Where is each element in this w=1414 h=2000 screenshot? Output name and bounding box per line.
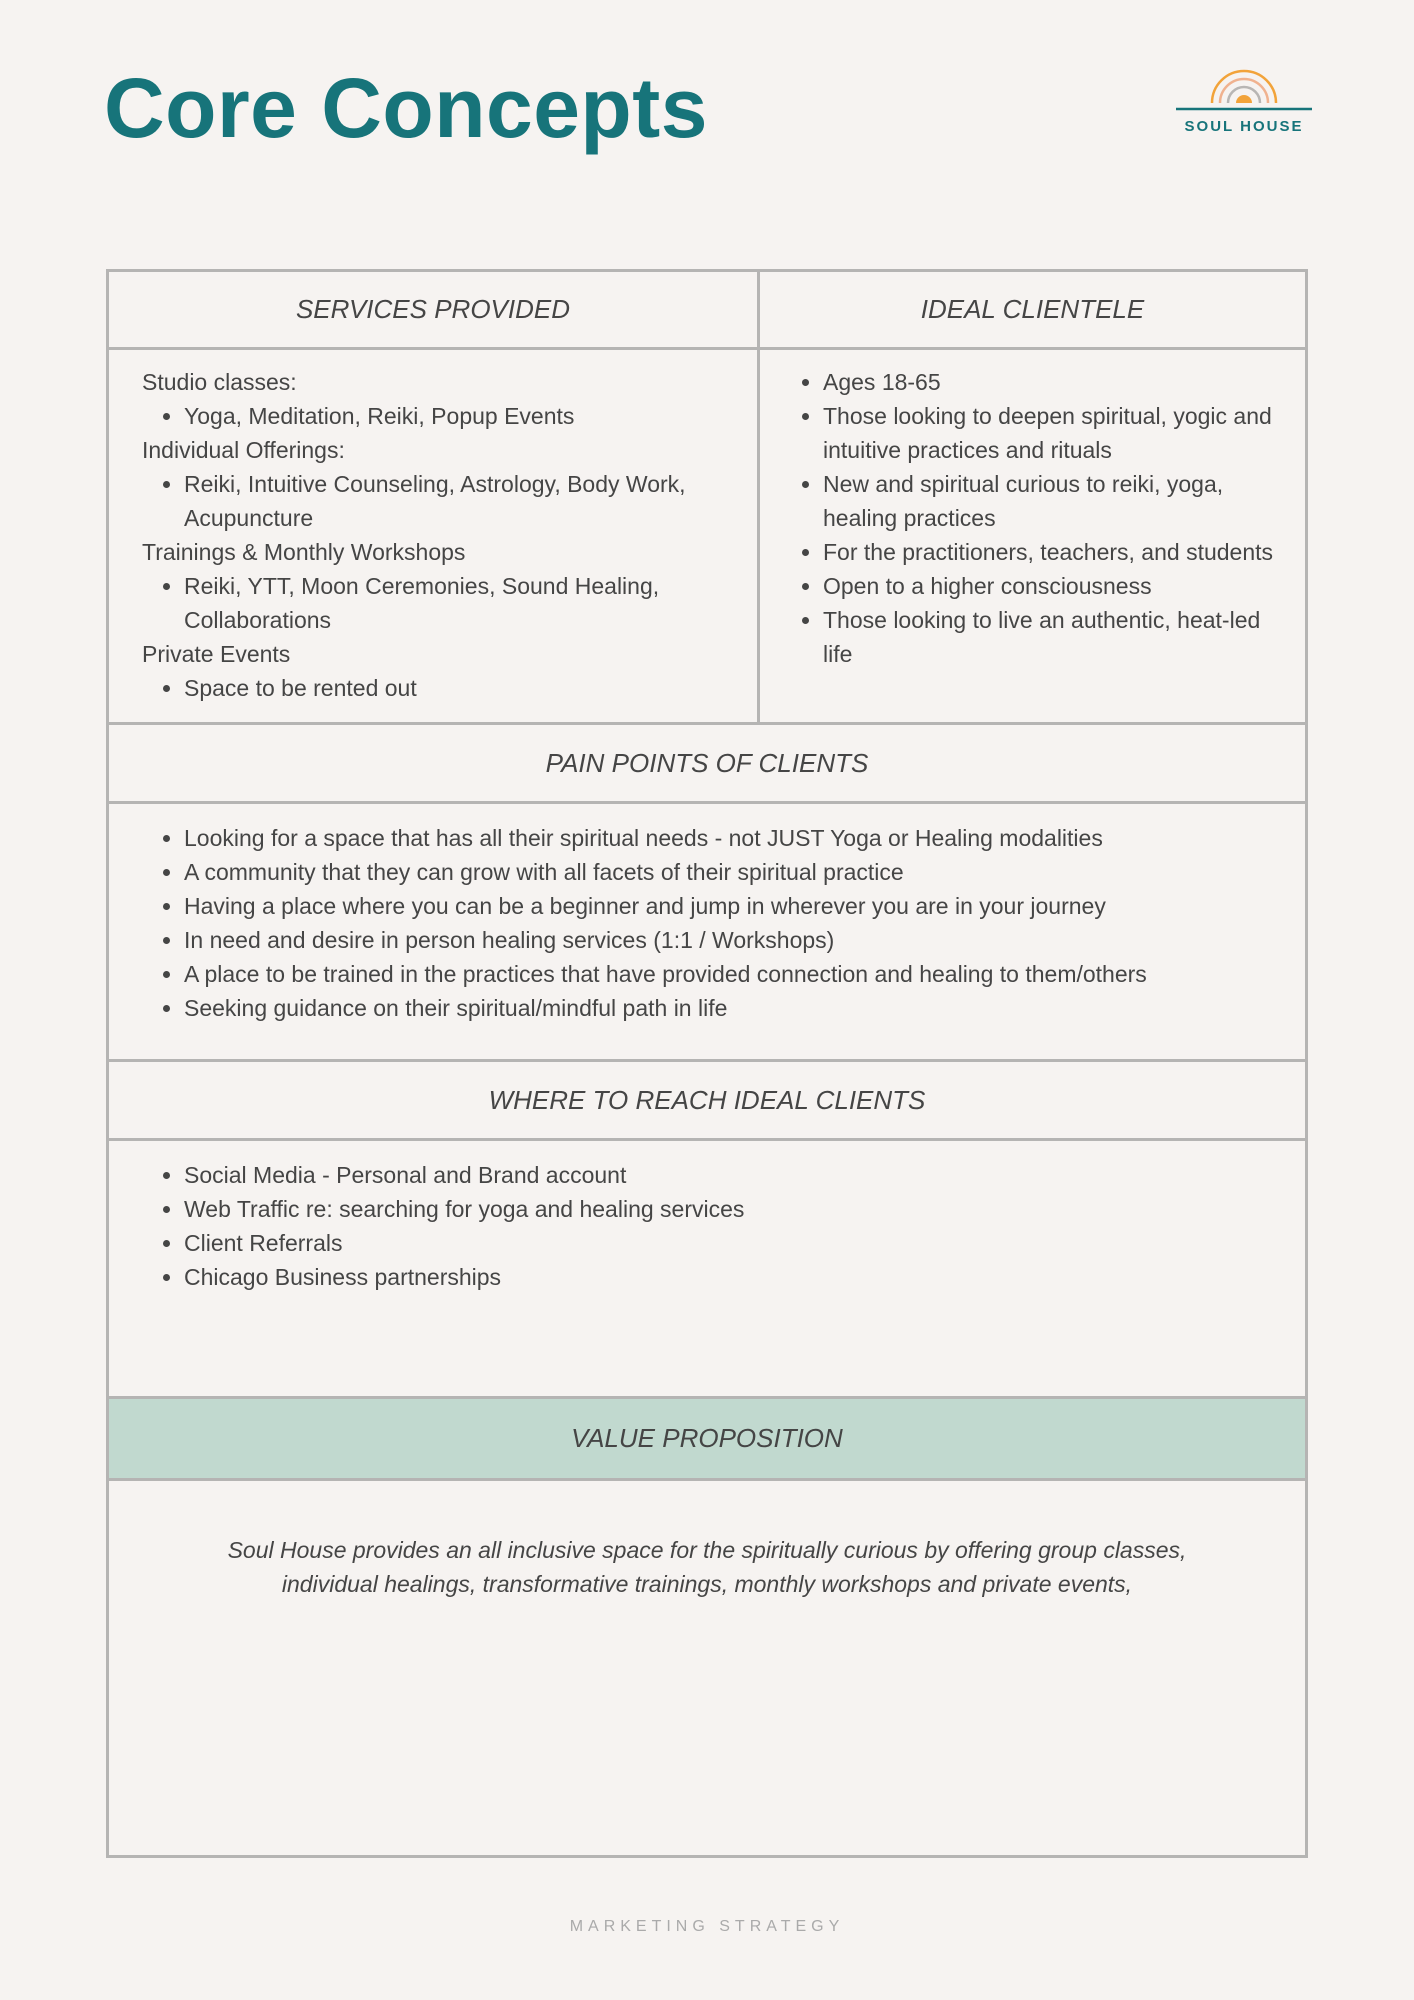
services-list [142, 569, 742, 637]
list-item: • Web Traffic re: searching for yoga and healing services [184, 1192, 1292, 1226]
clientele-list [781, 365, 1291, 671]
rainbow-icon [1176, 66, 1312, 116]
reach-heading: WHERE TO REACH IDEAL CLIENTS [488, 1084, 926, 1115]
list-item: • Those looking to live an authentic, heat-led life [823, 603, 1291, 671]
services-group-label: Trainings & Monthly Workshops [142, 539, 466, 565]
list-item: • A community that they can grow with all facets of their spiritual practice [184, 855, 1292, 889]
divider [109, 347, 1305, 350]
list-item: • Chicago Business partnerships [184, 1260, 1292, 1294]
services-list [142, 671, 742, 705]
services-content [142, 365, 742, 705]
page-title: Core Concepts [104, 61, 708, 155]
divider [109, 1478, 1305, 1481]
services-group-label: Private Events [142, 641, 291, 667]
list-item: • Looking for a space that has all their spiritual needs - not JUST Yoga or Healing modalities [184, 821, 1292, 855]
list-item: • Client Referrals [184, 1226, 1292, 1260]
list-item: • Seeking guidance on their spiritual/mindful path in life [184, 991, 1292, 1025]
divider [109, 801, 1305, 804]
reach-list [142, 1158, 1292, 1294]
list-item: • Those looking to deepen spiritual, yogic and intuitive practices and rituals [823, 399, 1291, 467]
clientele-heading: IDEAL CLIENTELE [920, 294, 1145, 324]
value-proposition-text [109, 1533, 1305, 1601]
pain-points-heading: PAIN POINTS OF CLIENTS [545, 747, 869, 778]
core-concepts-grid [106, 269, 1308, 1858]
pain-points-list [142, 821, 1292, 1025]
list-item: • Social Media - Personal and Brand account [184, 1158, 1292, 1192]
list-item: • Reiki, Intuitive Counseling, Astrology, Body Work, Acupuncture [184, 467, 742, 535]
value-proposition-heading: VALUE PROPOSITION [571, 1423, 843, 1453]
list-item: • Reiki, YTT, Moon Ceremonies, Sound Healing, Collaborations [184, 569, 742, 637]
list-item: • New and spiritual curious to reiki, yoga, healing practices [823, 467, 1291, 535]
services-group-label: Studio classes: [142, 369, 297, 395]
logo-text: SOUL HOUSE [1184, 118, 1304, 135]
clientele-content [781, 365, 1291, 671]
value-proposition-paragraph: Soul House provides an all inclusive space for the spiritually curious by offering group classes, individual healings, transformative trainings, monthly workshops and private events, [227, 1537, 1187, 1597]
list-item: • For the practitioners, teachers, and students [823, 535, 1291, 569]
list-item: • A place to be trained in the practices that have provided connection and healing to them/others [184, 957, 1292, 991]
list-item: • Having a place where you can be a beginner and jump in wherever you are in your journey [184, 889, 1292, 923]
list-item: • In need and desire in person healing services (1:1 / Workshops) [184, 923, 1292, 957]
list-item: • Open to a higher consciousness [823, 569, 1291, 603]
list-item: • Ages 18-65 [823, 365, 1291, 399]
list-item: • Space to be rented out [184, 671, 742, 705]
list-item: • Yoga, Meditation, Reiki, Popup Events [184, 399, 742, 433]
services-list [142, 467, 742, 535]
soul-house-logo [1176, 66, 1312, 136]
services-list [142, 399, 742, 433]
services-heading: SERVICES PROVIDED [295, 294, 571, 324]
reach-content [142, 1158, 1292, 1294]
pain-points-content [142, 821, 1292, 1025]
footer-label: MARKETING STRATEGY [569, 1918, 845, 1935]
divider [109, 1138, 1305, 1141]
services-group-label: Individual Offerings: [142, 437, 345, 463]
